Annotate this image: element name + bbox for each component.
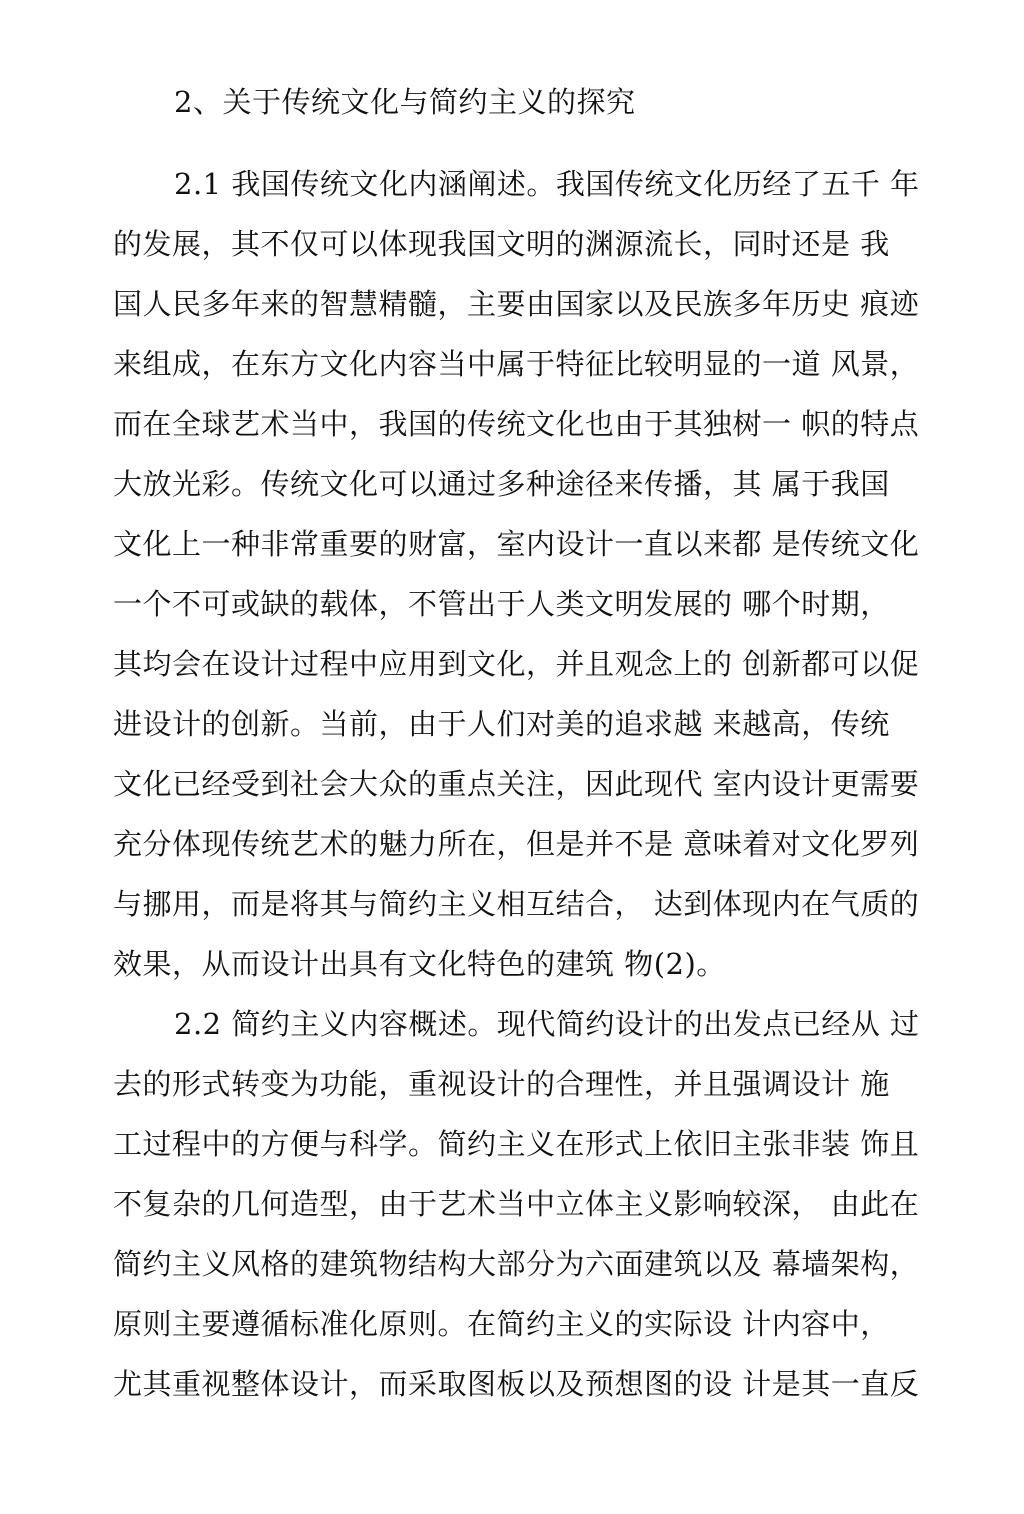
- paragraph-line: 的发展，其不仅可以体现我国文明的渊源流长，同时还是 我: [113, 227, 890, 261]
- paragraph-line: 去的形式转变为功能，重视设计的合理性，并且强调设计 施: [113, 1067, 890, 1101]
- paragraph-line: 其均会在设计过程中应用到文化，并且观念上的 创新都可以促: [113, 647, 920, 681]
- paragraph-line: 进设计的创新。当前，由于人们对美的追求越 来越高，传统: [113, 707, 890, 741]
- paragraph-line: 文化上一种非常重要的财富，室内设计一直以来都 是传统文化: [113, 527, 920, 561]
- paragraph-line: 来组成，在东方文化内容当中属于特征比较明显的一道 风景，: [113, 347, 920, 381]
- paragraph-line: 效果，从而设计出具有文化特色的建筑 物(2)。: [113, 947, 726, 981]
- paragraph-line: 原则主要遵循标准化原则。在简约主义的实际设 计内容中，: [113, 1307, 890, 1341]
- paragraph-line: 不复杂的几何造型，由于艺术当中立体主义影响较深， 由此在: [113, 1187, 920, 1221]
- paragraph-line: 与挪用，而是将其与简约主义相互结合， 达到体现内在气质的: [113, 887, 920, 921]
- paragraph-line: 充分体现传统艺术的魅力所在，但是并不是 意味着对文化罗列: [113, 827, 920, 861]
- paragraph-line: 大放光彩。传统文化可以通过多种途径来传播，其 属于我国: [113, 467, 890, 501]
- paragraph-line: 简约主义风格的建筑物结构大部分为六面建筑以及 幕墙架构，: [113, 1247, 920, 1281]
- paragraph-line: 一个不可或缺的载体，不管出于人类文明发展的 哪个时期，: [113, 587, 890, 621]
- paragraph-line: 工过程中的方便与科学。简约主义在形式上依旧主张非装 饰且: [113, 1127, 920, 1161]
- paragraph-line: 2.2 简约主义内容概述。现代简约设计的出发点已经从 过: [174, 1007, 920, 1041]
- paragraph-line: 尤其重视整体设计，而采取图板以及预想图的设 计是其一直反: [113, 1367, 920, 1401]
- paragraph-line: 国人民多年来的智慧精髓，主要由国家以及民族多年历史 痕迹: [113, 287, 920, 321]
- section-heading: 2、关于传统文化与简约主义的探究: [174, 85, 636, 119]
- paragraph-line: 2.1 我国传统文化内涵阐述。我国传统文化历经了五千 年: [174, 167, 920, 201]
- paragraph-line: 文化已经受到社会大众的重点关注，因此现代 室内设计更需要: [113, 767, 920, 801]
- paragraph-line: 而在全球艺术当中，我国的传统文化也由于其独树一 帜的特点: [113, 407, 920, 441]
